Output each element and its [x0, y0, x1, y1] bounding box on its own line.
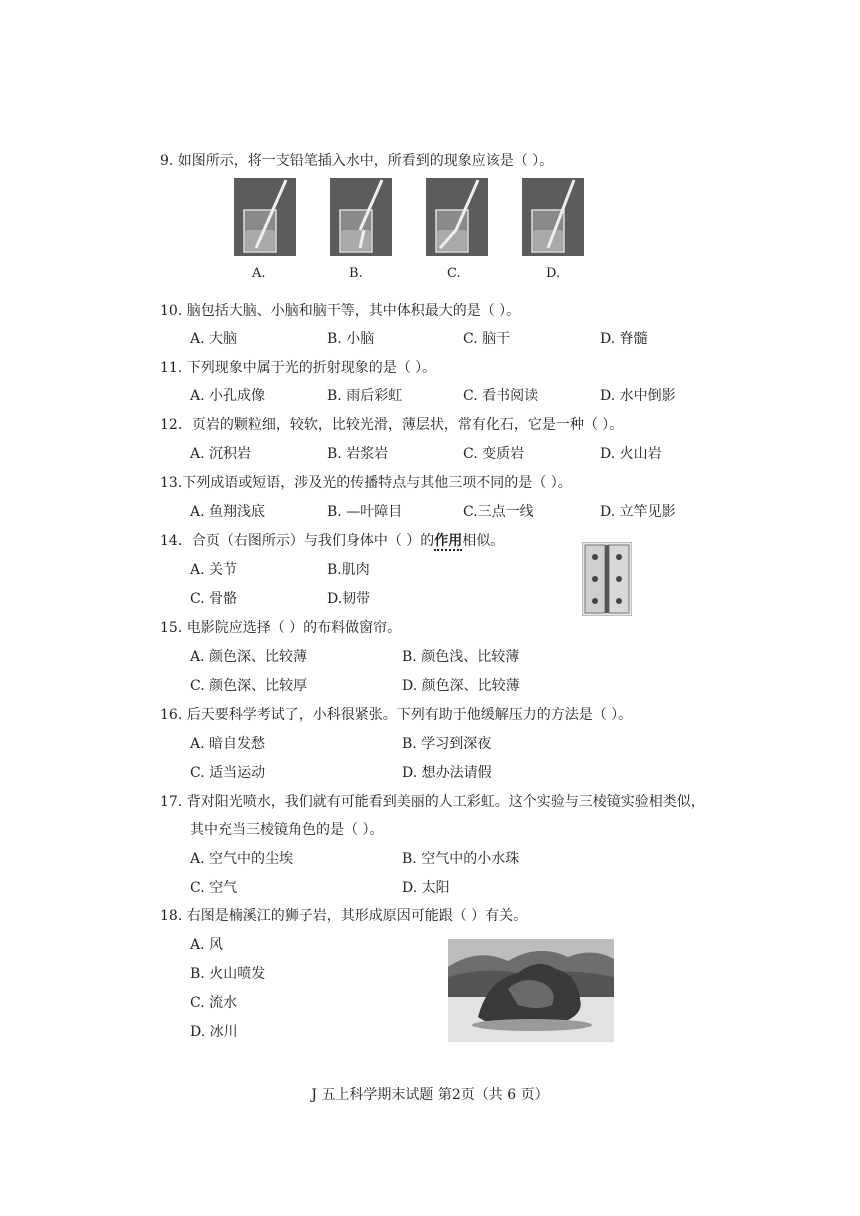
option-d: D. 火山岩: [600, 446, 662, 462]
question-11-text: 11. 下列现象中属于光的折射现象的是（ ）。: [160, 360, 437, 376]
emphasized-word: 作用: [434, 533, 463, 549]
question-14-text-part1: 14．合页（右图所示）与我们身体中（ ）的: [160, 533, 435, 549]
question-13-text: 13.下列成语或短语，涉及光的传播特点与其他三项不同的是（ ）。: [160, 475, 572, 491]
option-d: D. 水中倒影: [600, 388, 676, 404]
option-a: A. 鱼翔浅底: [190, 504, 266, 520]
pencil-in-water-image-c: [426, 178, 488, 256]
option-b: B. 岩浆岩: [327, 446, 389, 462]
option-label-a: A.: [252, 266, 266, 281]
question-10-text: 10. 脑包括大脑、小脑和脑干等，其中体积最大的是（ ）。: [160, 303, 521, 319]
question-18-text: 18. 右图是楠溪江的狮子岩，其形成原因可能跟（ ）有关。: [160, 908, 528, 924]
question-16-text: 16. 后天要科学考试了，小科很紧张。下列有助于他缓解压力的方法是（ ）。: [160, 707, 633, 723]
option-c: C. 看书阅读: [463, 388, 539, 404]
question-17-text: 17. 背对阳光喷水，我们就有可能看到美丽的人工彩虹。这个实验与三棱镜实验相类似，: [160, 794, 705, 810]
option-b: B. 雨后彩虹: [327, 388, 403, 404]
option-c: C.三点一线: [463, 504, 534, 520]
lion-rock-photo: [448, 939, 614, 1042]
question-14-text: [160, 532, 504, 550]
option-a: A. 关节: [190, 562, 238, 578]
question-14-text-part2: 相似。: [462, 533, 505, 549]
option-d: D. 冰川: [190, 1024, 238, 1040]
option-c: C. 空气: [190, 880, 238, 896]
option-c: C. 变质岩: [463, 446, 525, 462]
option-label-d: D.: [546, 266, 561, 281]
option-b: B. 颜色浅、比较薄: [402, 649, 520, 665]
option-c: C. 流水: [190, 995, 238, 1011]
option-d: D. 脊髓: [600, 331, 648, 347]
option-b: B. 学习到深夜: [402, 736, 492, 752]
option-c: C. 脑干: [463, 331, 511, 347]
question-9-text: 9. 如图所示，将一支铅笔插入水中，所看到的现象应该是（ ）。: [160, 153, 554, 169]
pencil-in-water-image-a: [234, 178, 296, 256]
option-b: B. 小脑: [327, 331, 375, 347]
option-c: C. 适当运动: [190, 765, 266, 781]
option-b: B. —叶障目: [327, 504, 403, 520]
page-footer: J 五上科学期末试题 第2页（共 6 页）: [311, 1087, 549, 1103]
option-a: A. 暗自发愁: [190, 736, 266, 752]
option-c: C. 颜色深、比较厚: [190, 678, 308, 694]
option-d: D. 想办法请假: [402, 765, 492, 781]
option-a: A. 沉积岩: [190, 446, 252, 462]
question-17-text-cont: 其中充当三棱镜角色的是（ ）。: [190, 822, 384, 838]
option-a: A. 风: [190, 937, 224, 953]
option-c: C. 骨骼: [190, 591, 238, 607]
option-a: A. 小孔成像: [190, 388, 266, 404]
option-a: A. 颜色深、比较薄: [190, 649, 308, 665]
option-b: B. 空气中的小水珠: [402, 851, 520, 867]
option-d: D. 立竿见影: [600, 504, 676, 520]
pencil-in-water-image-d: [522, 178, 584, 256]
option-a: A. 大脑: [190, 331, 238, 347]
option-b: B.肌肉: [327, 562, 370, 578]
option-label-c: C.: [447, 266, 461, 281]
question-12-text: 12．页岩的颗粒细，较软，比较光滑，薄层状，常有化石，它是一种（ ）。: [160, 417, 624, 433]
hinge-image: [582, 542, 632, 616]
option-d: D.韧带: [327, 591, 371, 607]
option-a: A. 空气中的尘埃: [190, 851, 294, 867]
option-d: D. 颜色深、比较薄: [402, 678, 520, 694]
option-b: B. 火山喷发: [190, 966, 266, 982]
question-15-text: 15. 电影院应选择（ ）的布料做窗帘。: [160, 620, 402, 636]
option-d: D. 太阳: [402, 880, 450, 896]
option-label-b: B.: [349, 266, 363, 281]
pencil-in-water-image-b: [330, 178, 392, 256]
